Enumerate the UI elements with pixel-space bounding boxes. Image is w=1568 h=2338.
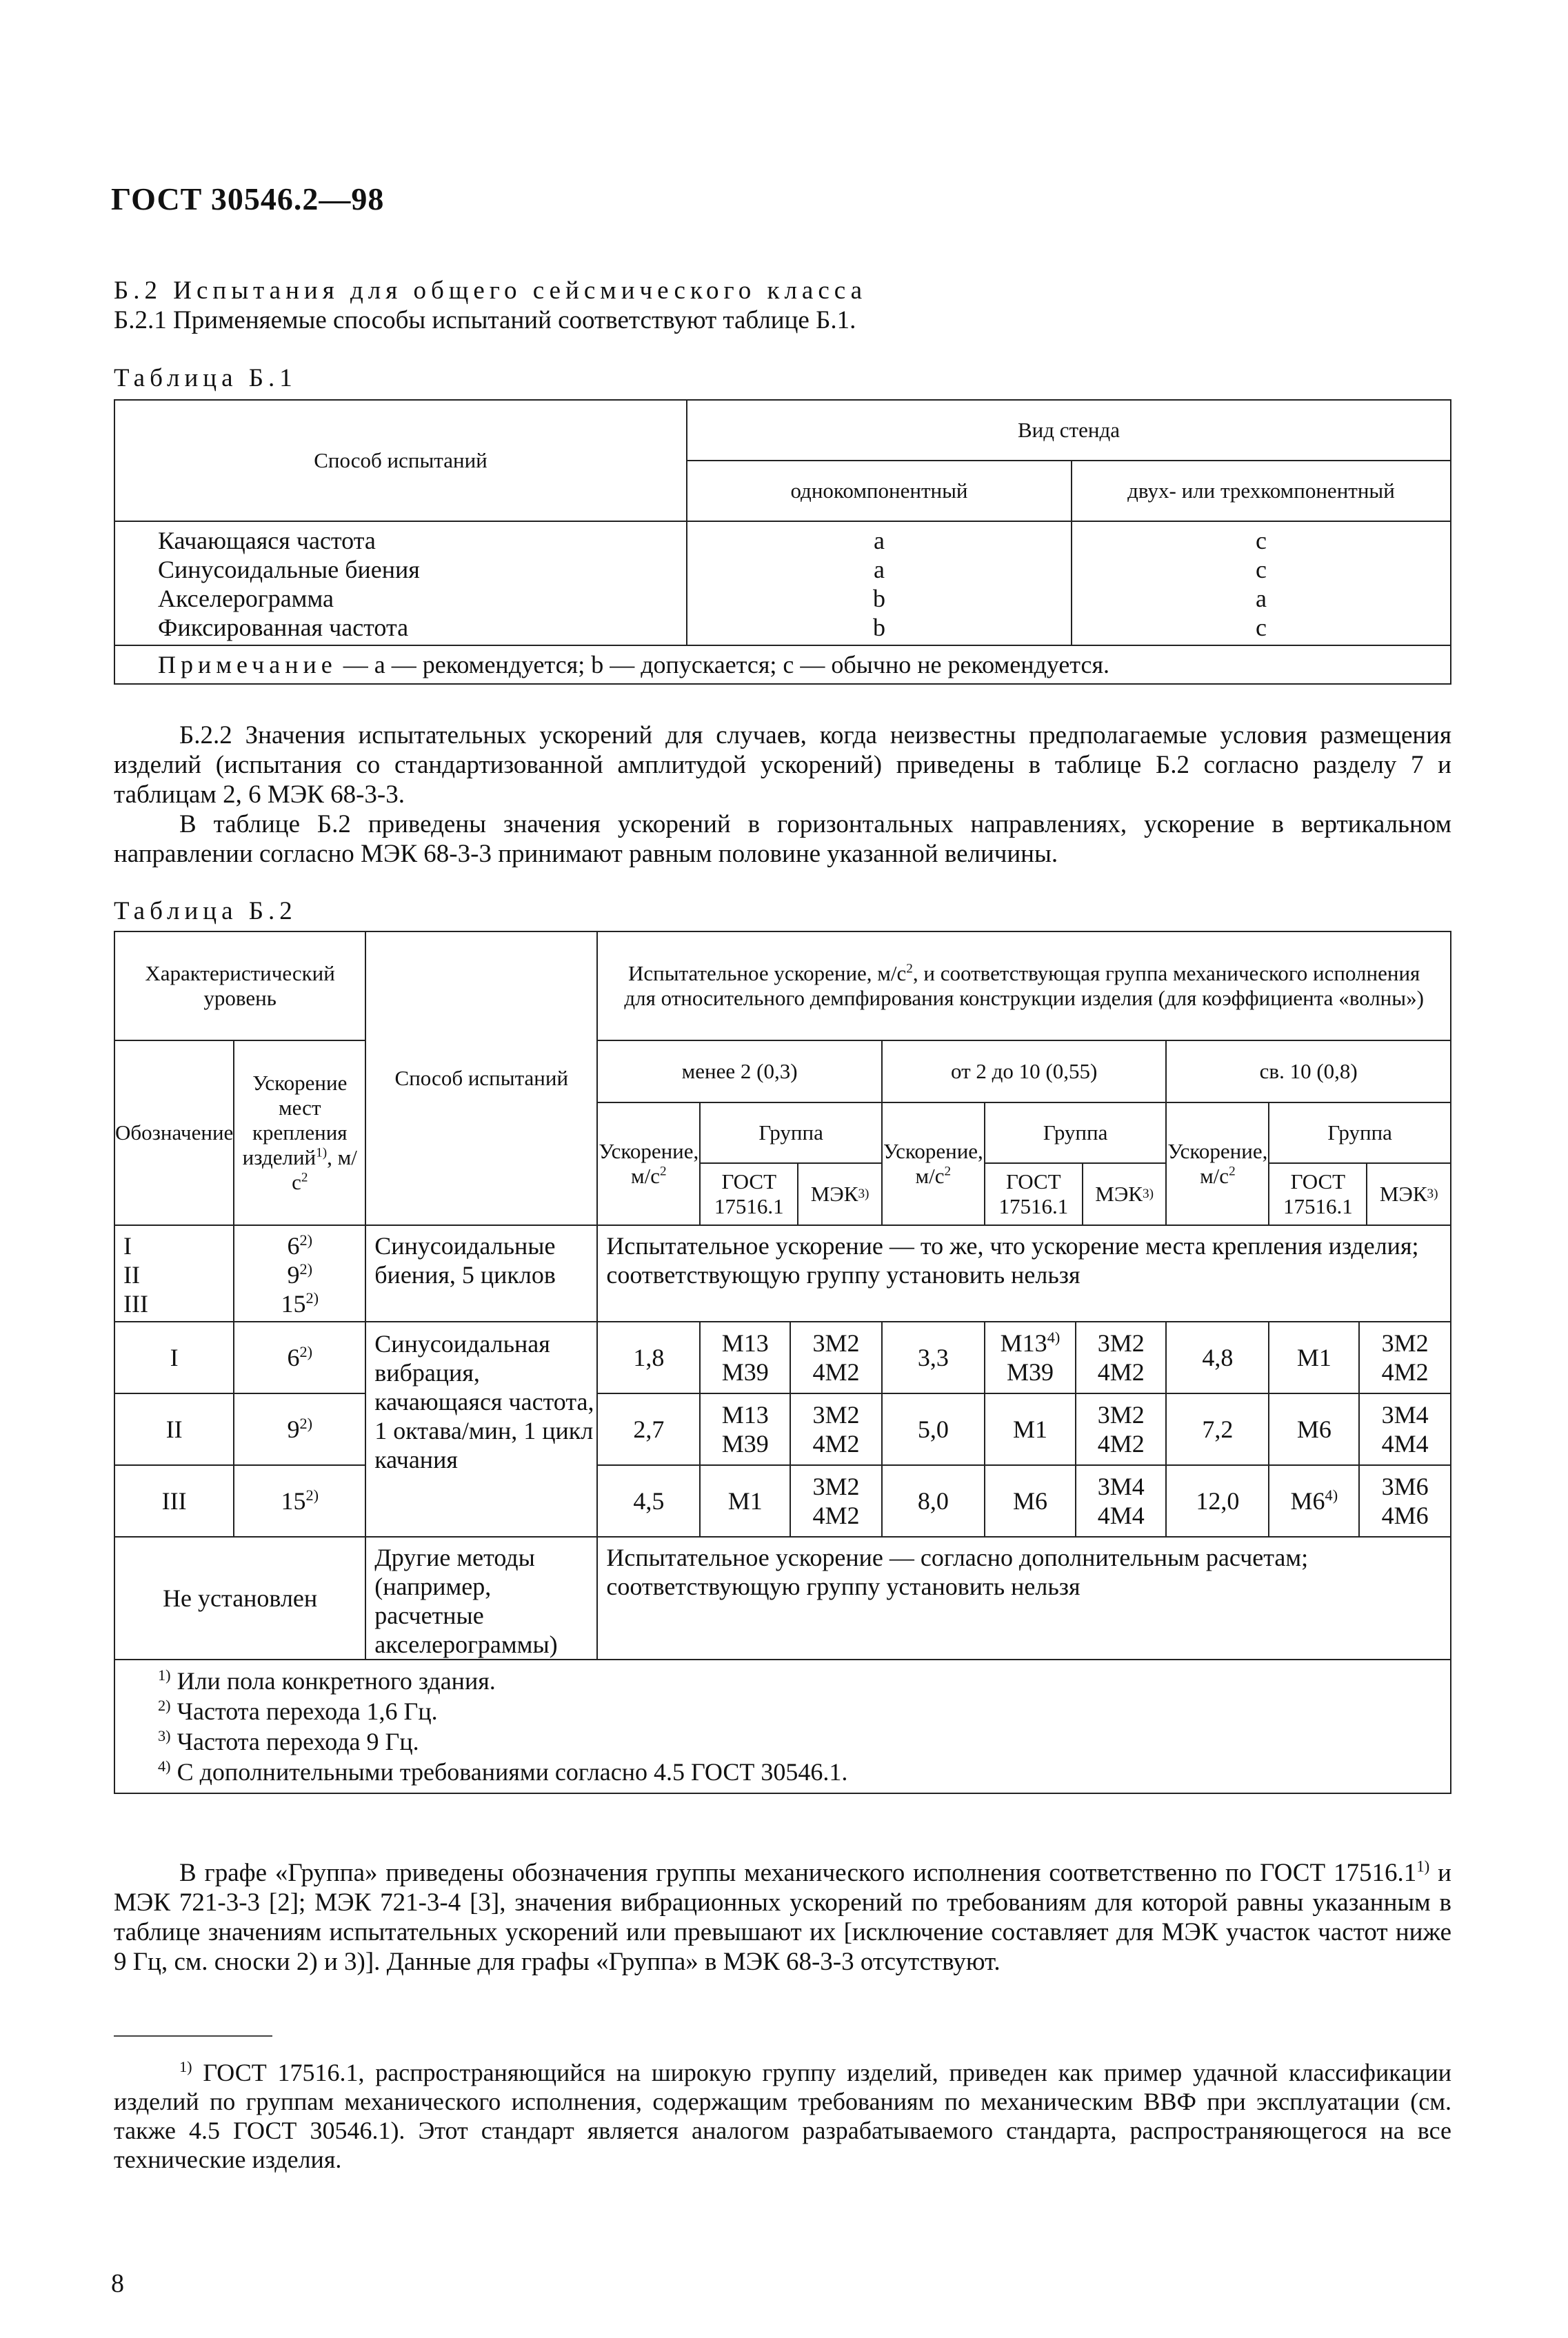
table-b2-cell: М13 М39 — [700, 1393, 790, 1465]
table-b2-row-level: III — [114, 1465, 234, 1537]
table-b2-row-accel: 6$^{2)}$ — [234, 1322, 365, 1393]
footnote: $^{1)}$ ГОСТ 17516.1, распространяющийся на широкую группу изделий, приведен как пример удачной классификации изделий по группам механического исполнения, содержащим требованиям по механическим ВВФ при эксплуатации (см. также 4.5 ГОСТ 30546.1). Этот стандарт является аналогом разрабатываемого стандарта, распространяющегося на все технические изделия. — [114, 2058, 1451, 2173]
table-b1-value: a — [874, 556, 885, 583]
paragraph-b22: Б.2.2 Значения испытательных ускорений для случаев, когда неизвестны предполагаемые условия размещения изделий (испытания со стандартизованной амплитудой ускорений) приведены в таблице Б.2 согласно разделу 7 и таблицам 2, 6 МЭК 68-3-3. — [114, 721, 1451, 809]
table-b2-cell: 1,8 — [597, 1322, 700, 1393]
table-b2-mount-units: , м/с — [292, 1145, 357, 1194]
table-b2-header-mount-accel: Ускорение мест крепления изделий$^{1)}$, $м/с^2$ — [234, 1040, 365, 1225]
table-b2-cell: 12,0 — [1166, 1465, 1269, 1537]
table-b1 — [114, 399, 1451, 685]
paragraph-b21: Б.2.1 Применяемые способы испытаний соответствуют таблице Б.1. — [114, 306, 856, 334]
footnote-separator — [114, 2035, 272, 2037]
table-b2-cell: М6 — [985, 1465, 1076, 1537]
table-b2-row-accel: 9$^{2)}$ — [234, 1393, 365, 1465]
table-b2-block3-text: Испытательное ускорение — согласно дополнительным расчетам; соответствующую группу установить нельзя — [597, 1537, 1451, 1660]
table-b2-header-accel-short: Ускорение, $м/с^2$ — [882, 1102, 985, 1225]
table-b2-iec-col: МЭК 3) — [810, 1182, 870, 1206]
table-b2-gost-col: ГОСТ 17516.1 — [1269, 1164, 1367, 1225]
table-b1-header-single: однокомпонентный — [687, 461, 1072, 521]
table-b2-range-1: менее 2 (0,3) — [597, 1040, 882, 1102]
table-b2-cell: 4,5 — [597, 1465, 700, 1537]
table-b2-iec-col: МЭК 3) — [1095, 1182, 1154, 1206]
table-b2-note: $^{4)}$ С дополнительными требованиями согласно 4.5 ГОСТ 30546.1. — [158, 1757, 848, 1786]
table-b2 — [114, 931, 1451, 1794]
section-b2-title: Б.2 Испытания для общего сейсмического класса — [114, 276, 867, 305]
table-b1-method: Качающаяся частота — [158, 527, 376, 554]
table-b2-cell: 2,7 — [597, 1393, 700, 1465]
footnote-ref: 1) — [1416, 1857, 1430, 1875]
table-b1-value: c — [1256, 527, 1267, 554]
table-b2-caption: Таблица Б.2 — [114, 897, 297, 925]
page-number: 8 — [111, 2269, 124, 2298]
table-b2-note: $^{1)}$ Или пола конкретного здания. — [158, 1666, 496, 1695]
table-b2-cell: 3М6 4М6 — [1359, 1465, 1451, 1537]
table-b2-cell: 3М2 4М2 — [790, 1393, 882, 1465]
table-b2-cell: 3М2 4М2 — [790, 1322, 882, 1393]
table-b2-row-level: I — [114, 1322, 234, 1393]
table-b2-group-title: Группа — [701, 1103, 881, 1164]
table-b1-method: Акселерограмма — [158, 585, 334, 612]
table-b2-row-level: II — [114, 1393, 234, 1465]
paragraph-group: В графе «Группа» приведены обозначения группы механического исполнения соответственно по ГОСТ 17516.1$^{1)}$ и МЭК 721-3-3 [2]; МЭК 721-3-4 [3], значения вибрационных ускорений по требованиям для которой равны указанным в таблице значениям испытательных ускорений или превышают их [исключение составляет для МЭК участок частот ниже 9 Гц, см. сноски 2) и 3)]. Данные для графы «Группа» в МЭК 68-3-3 отсутствуют. — [114, 1857, 1451, 1976]
table-b2-block1-text: Испытательное ускорение — то же, что ускорение места крепления изделия; соответствующую группу установить нельзя — [597, 1225, 1451, 1322]
table-b2-notes — [114, 1660, 1451, 1793]
table-b1-value: a — [1256, 585, 1267, 612]
table-b2-header-group — [985, 1102, 1167, 1225]
table-b2-cell: М1 — [1269, 1322, 1359, 1393]
footnote-ref: 1) — [316, 1145, 328, 1160]
table-b2-header-designation: Обозначение — [114, 1040, 234, 1225]
table-b2-header-group — [700, 1102, 882, 1225]
table-b2-cell: М13 М39 — [700, 1322, 790, 1393]
table-b2-iec-col: МЭК 3) — [1379, 1182, 1438, 1206]
table-b2-header-accel-a: Испытательное ускорение, м/с — [628, 961, 907, 985]
table-b2-header-method: Способ испытаний — [365, 931, 597, 1225]
table-b2-group-title: Группа — [985, 1103, 1166, 1164]
table-b2-cell: 5,0 — [882, 1393, 985, 1465]
table-b2-block3-method: Другие методы (например, расчетные акселерограммы) — [365, 1537, 597, 1660]
table-b2-block1-accels: 6$^{2)}$ 9$^{2)}$ 15$^{2)}$ — [234, 1225, 365, 1322]
table-b1-header-multi: двух- или трехкомпонентный — [1072, 461, 1451, 521]
table-b2-gost-col: ГОСТ 17516.1 — [985, 1164, 1083, 1225]
table-b1-note — [114, 645, 1451, 684]
table-b2-cell: 3М4 4М4 — [1076, 1465, 1166, 1537]
document-number: ГОСТ 30546.2—98 — [111, 181, 385, 216]
table-b1-single-values — [687, 521, 1072, 645]
table-b1-method: Фиксированная частота — [158, 614, 409, 641]
table-b1-value: a — [874, 527, 885, 554]
table-b2-group-title: Группа — [1269, 1103, 1450, 1164]
table-b2-note: $^{3)}$ Частота перехода 9 Гц. — [158, 1727, 419, 1755]
section-heading-b2 — [114, 276, 1451, 305]
paragraph-b22-vertical: В таблице Б.2 приведены значения ускорений в горизонтальных направлениях, ускорение в вертикальном направлении согласно МЭК 68-3-3 принимают равным половине указанной величины. — [114, 810, 1451, 868]
table-b1-note-text: — a — рекомендуется; b — допускается; c — обычно не рекомендуется. — [336, 651, 1110, 678]
table-b2-header-accel-b: , и соответствующая группа механического исполнения для относительного демпфирования конструкции изделия (для коэффициента «волны») — [624, 961, 1424, 1010]
table-b2-gost-col: ГОСТ 17516.1 — [701, 1164, 798, 1225]
table-b2-cell: М13$^{4)}$ М39 — [985, 1322, 1076, 1393]
table-b2-header-accel-short: Ускорение, $м/с^2$ — [597, 1102, 700, 1225]
table-b2-cell: 3М4 4М4 — [1359, 1393, 1451, 1465]
table-b2-cell: 7,2 — [1166, 1393, 1269, 1465]
table-b2-cell: 3М2 4М2 — [1359, 1322, 1451, 1393]
table-b2-block3-level: Не установлен — [114, 1537, 365, 1660]
table-b2-header-accel: Испытательное ускорение, $м/с^2$, и соответствующая группа механического исполнения для относительного демпфирования конструкции изделия (для коэффициента «волны») — [597, 931, 1451, 1040]
table-b2-cell: 3М2 4М2 — [790, 1465, 882, 1537]
table-b2-cell: М6 — [1269, 1393, 1359, 1465]
table-b1-multi-values — [1072, 521, 1451, 645]
table-b2-cell: М1 — [985, 1393, 1076, 1465]
table-b1-value: b — [873, 585, 885, 612]
table-b2-block2-method: Синусоидальная вибрация, качающаяся частота, 1 октава/мин, 1 цикл качания — [365, 1322, 597, 1537]
table-b2-row-accel: 15$^{2)}$ — [234, 1465, 365, 1537]
table-b1-methods — [114, 521, 687, 645]
table-b2-note: $^{2)}$ Частота перехода 1,6 Гц. — [158, 1697, 438, 1725]
table-b2-cell: М6$^{4)}$ — [1269, 1465, 1359, 1537]
table-b1-header-stand: Вид стенда — [687, 400, 1451, 461]
table-b1-method: Синусоидальные биения — [158, 556, 420, 583]
table-b2-range-2: от 2 до 10 (0,55) — [882, 1040, 1167, 1102]
table-b1-value: b — [873, 614, 885, 641]
table-b2-cell: 4,8 — [1166, 1322, 1269, 1393]
table-b2-cell: 3М2 4М2 — [1076, 1322, 1166, 1393]
table-b2-header-group — [1269, 1102, 1451, 1225]
table-b2-cell: 3,3 — [882, 1322, 985, 1393]
table-b1-value: c — [1256, 556, 1267, 583]
table-b2-block1-levels: I II III — [114, 1225, 234, 1322]
table-b1-caption: Таблица Б.1 — [114, 364, 297, 392]
table-b1-header-method: Способ испытаний — [114, 400, 687, 521]
table-b2-cell: 3М2 4М2 — [1076, 1393, 1166, 1465]
table-b2-cell: 8,0 — [882, 1465, 985, 1537]
table-b2-range-3: св. 10 (0,8) — [1166, 1040, 1451, 1102]
table-b2-header-accel-short: Ускорение, $м/с^2$ — [1166, 1102, 1269, 1225]
table-b2-header-level: Характеристический уровень — [114, 931, 365, 1040]
table-b2-cell: М1 — [700, 1465, 790, 1537]
table-b1-note-label: Примечание — [158, 651, 337, 678]
table-b2-block1-method: Синусоидальные биения, 5 циклов — [365, 1225, 597, 1322]
table-b1-value: c — [1256, 614, 1267, 641]
table-b2-mount-accel-text: Ускорение мест крепления изделий — [242, 1071, 348, 1169]
